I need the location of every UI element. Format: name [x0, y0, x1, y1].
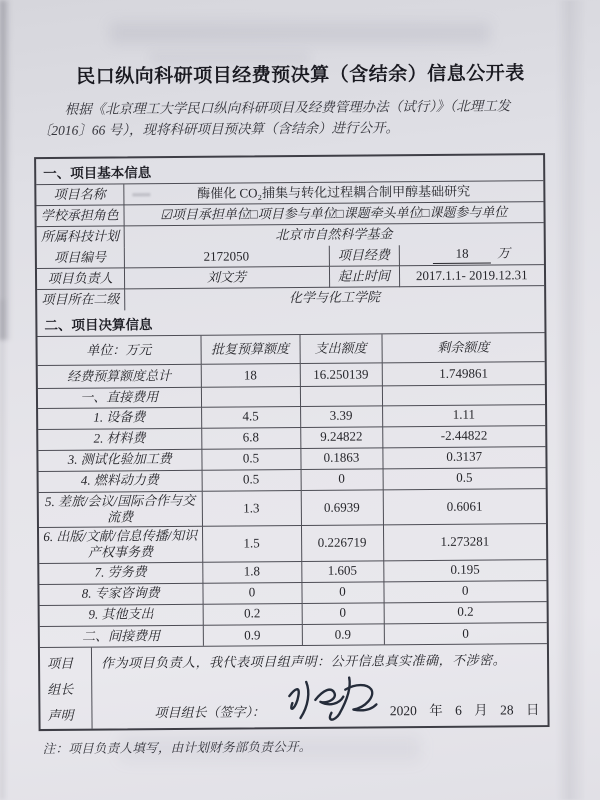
- column-header-unit: 单位：万元: [37, 336, 200, 366]
- pi-value: 刘文芳: [124, 267, 329, 290]
- side-label-line: 项目: [47, 655, 74, 672]
- declaration-statement: 作为项目负责人，我代表项目组声明：公开信息真实准确，不涉密。: [101, 652, 507, 671]
- row-budget: 0.2: [203, 603, 302, 625]
- budget-row: [39, 488, 546, 527]
- row-budget: 6.8: [201, 427, 300, 449]
- row-label: 3. 测试化验加工费: [38, 449, 201, 471]
- row-spent: 0: [302, 602, 384, 624]
- column-header-remain: 剩余额度: [381, 333, 544, 363]
- row-label: 二、间接费用: [40, 625, 203, 647]
- row-label: 经费预算额度总计: [38, 365, 201, 389]
- row-spent: 16.250139: [300, 363, 382, 387]
- signature-label: 项目组长（签字）：: [154, 704, 266, 721]
- row-remain: 0.5: [383, 467, 546, 489]
- section-budget-header: 二、项目决算信息: [37, 307, 544, 337]
- school-role-checkboxes: ☑项目承担单位□项目参与单位□课题牵头单位□课题参与单位: [123, 202, 543, 226]
- row-spent: 0: [301, 581, 383, 603]
- row-budget: 0.5: [201, 448, 300, 470]
- row-remain: 0: [384, 622, 547, 644]
- row-label: 4. 燃料动力费: [39, 470, 202, 492]
- row-spent: 0.226719: [301, 525, 383, 561]
- project-funds-label: 项目经费: [329, 245, 399, 267]
- row-remain: 0.3137: [382, 446, 545, 468]
- row-budget: 18: [201, 364, 300, 388]
- department-value: 化学与化工学院: [124, 286, 544, 310]
- project-number-value: 2172050: [124, 246, 329, 269]
- declaration-row: [40, 643, 548, 729]
- project-name-value: 酶催化 CO₂捕集与转化过程耦合制甲醇基础研究: [123, 181, 543, 205]
- row-spent: 0: [301, 468, 383, 490]
- section-basic-info-header: 一、项目基本信息: [36, 155, 543, 185]
- row-budget: 0.5: [202, 469, 301, 491]
- row-remain: [382, 385, 545, 406]
- row-label: 7. 劳务费: [39, 562, 202, 584]
- period-value: 2017.1.1- 2019.12.31: [399, 265, 544, 287]
- row-spent: 9.24822: [300, 426, 382, 448]
- table-row: [36, 181, 543, 206]
- basic-info-table-four-col: [37, 244, 544, 311]
- project-funds-value: 18 万: [399, 244, 544, 266]
- row-label: 5. 差旅/会议/国际合作与交流费: [39, 491, 202, 528]
- row-budget: 1.8: [202, 561, 301, 583]
- row-label: 8. 专家咨询费: [39, 583, 202, 605]
- row-spent: 3.39: [300, 405, 382, 427]
- project-name-label: 项目名称: [36, 184, 123, 206]
- row-label: 6. 出版/文献/信息传播/知识产权事务费: [39, 526, 202, 563]
- row-spent: 0.6939: [301, 489, 383, 525]
- ink-smudge: [132, 193, 150, 196]
- row-budget: 0.9: [203, 624, 302, 646]
- side-label-line: 组长: [47, 681, 74, 698]
- declaration-side-label: [40, 648, 93, 729]
- intro-line-1: 根据《北京理工大学民口纵向科研项目及经费管理办法（试行）》（北理工发: [64, 98, 511, 117]
- row-label: 1. 设备费: [38, 407, 201, 429]
- row-remain: -2.44822: [382, 425, 545, 447]
- intro-line-2: 〔2016〕66 号），现将科研项目预决算（含结余）进行公开。: [37, 120, 400, 138]
- page-title: 民口纵向科研项目经费预决算（含结余）信息公开表: [76, 63, 525, 88]
- department-label: 项目所在二级: [37, 289, 124, 311]
- row-label: 2. 材料费: [38, 428, 201, 450]
- row-spent: 0.1863: [300, 447, 382, 469]
- row-budget: 0: [202, 582, 301, 604]
- side-label-line: 声明: [47, 707, 74, 724]
- row-label: 一、直接费用: [38, 388, 201, 409]
- row-spent: [300, 386, 382, 406]
- budget-row: [39, 524, 546, 563]
- row-remain: 1.273281: [383, 524, 546, 561]
- column-header-budget: 批复预算额度: [200, 335, 299, 365]
- budget-header-row: [37, 333, 544, 366]
- period-label: 起止时间: [329, 266, 399, 288]
- project-number-label: 项目编号: [37, 247, 124, 269]
- row-remain: 0.6061: [383, 488, 546, 525]
- row-budget: 1.3: [202, 490, 301, 526]
- row-budget: [201, 387, 300, 407]
- basic-info-table-wide: [36, 181, 543, 248]
- column-header-spent: 支出额度: [299, 334, 381, 364]
- pi-label: 项目负责人: [37, 268, 124, 290]
- signature-row: [154, 698, 539, 721]
- school-role-label: 学校承担角色: [36, 205, 123, 227]
- row-budget: 4.5: [201, 406, 300, 428]
- declaration-date: 2020 年 6 月 28 日: [389, 702, 540, 719]
- intro-paragraph: [38, 96, 564, 142]
- row-budget: 1.5: [202, 526, 301, 562]
- row-remain: 0.195: [383, 559, 546, 581]
- row-remain: 0.2: [384, 601, 547, 623]
- row-remain: 1.749861: [382, 362, 545, 386]
- row-spent: 1.605: [301, 560, 383, 582]
- footnote: 注：项目负责人填写，由计划财务部负责公开。: [42, 740, 312, 757]
- row-spent: 0.9: [302, 623, 384, 645]
- budget-table: [37, 333, 546, 647]
- disclosure-table: [34, 153, 549, 731]
- handwritten-signature: [279, 669, 383, 728]
- row-remain: 0: [383, 580, 546, 602]
- row-label: 9. 其他支出: [40, 604, 203, 626]
- sci-plan-value: 北京市自然科学基金: [124, 223, 544, 247]
- sci-plan-label: 所属科技计划: [37, 226, 124, 248]
- declaration-content: [92, 644, 548, 729]
- row-remain: 1.11: [382, 404, 545, 426]
